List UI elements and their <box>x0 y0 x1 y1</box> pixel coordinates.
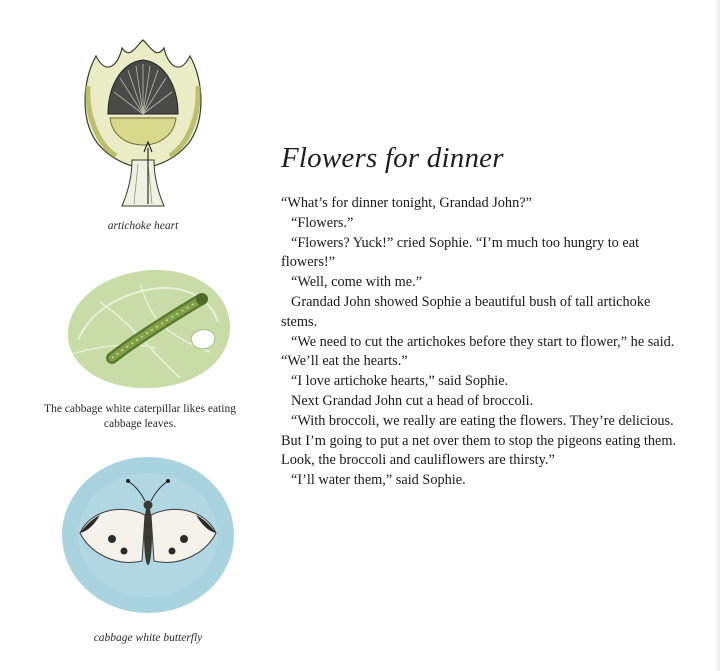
story-paragraph: “I love artichoke hearts,” said Sophie. <box>291 373 509 390</box>
story-paragraph: “Well, come with me.” <box>291 274 423 291</box>
artichoke-caption: artichoke heart <box>107 220 179 232</box>
butterfly-illustration <box>60 455 236 615</box>
story-paragraph: Next Grandad John cut a head of broccoli. <box>291 392 534 409</box>
story-paragraph: “What’s for dinner tonight, Grandad John?” <box>281 195 532 211</box>
butterfly-caption: cabbage white butterfly <box>93 632 203 644</box>
story-paragraph: “Flowers? Yuck!” cried Sophie. “I’m much too hungry to eat flowers!” <box>281 234 640 271</box>
caterpillar-illustration <box>60 262 236 394</box>
story-paragraph: “Flowers.” <box>291 214 354 231</box>
story-paragraph: Grandad John showed Sophie a beautiful bush of tall artichoke stems. <box>281 293 651 330</box>
story-paragraph: “With broccoli, we really are eating the flowers. They’re delicious. But I’m going to put a net over them to stop the pigeons eating them. Look, the broccoli and cauliflowers are thirsty.” <box>281 412 677 469</box>
page-edge <box>714 0 720 671</box>
story-text <box>281 194 681 491</box>
story-paragraph: “I’ll water them,” said Sophie. <box>291 472 466 489</box>
artichoke-heart-illustration <box>68 36 218 212</box>
page-title: Flowers for dinner <box>281 142 504 174</box>
caterpillar-caption: The cabbage white caterpillar likes eating cabbage leaves. <box>44 403 236 430</box>
story-paragraph: “We need to cut the artichokes before they start to flower,” he said. “We’ll eat the hearts.” <box>281 333 675 370</box>
